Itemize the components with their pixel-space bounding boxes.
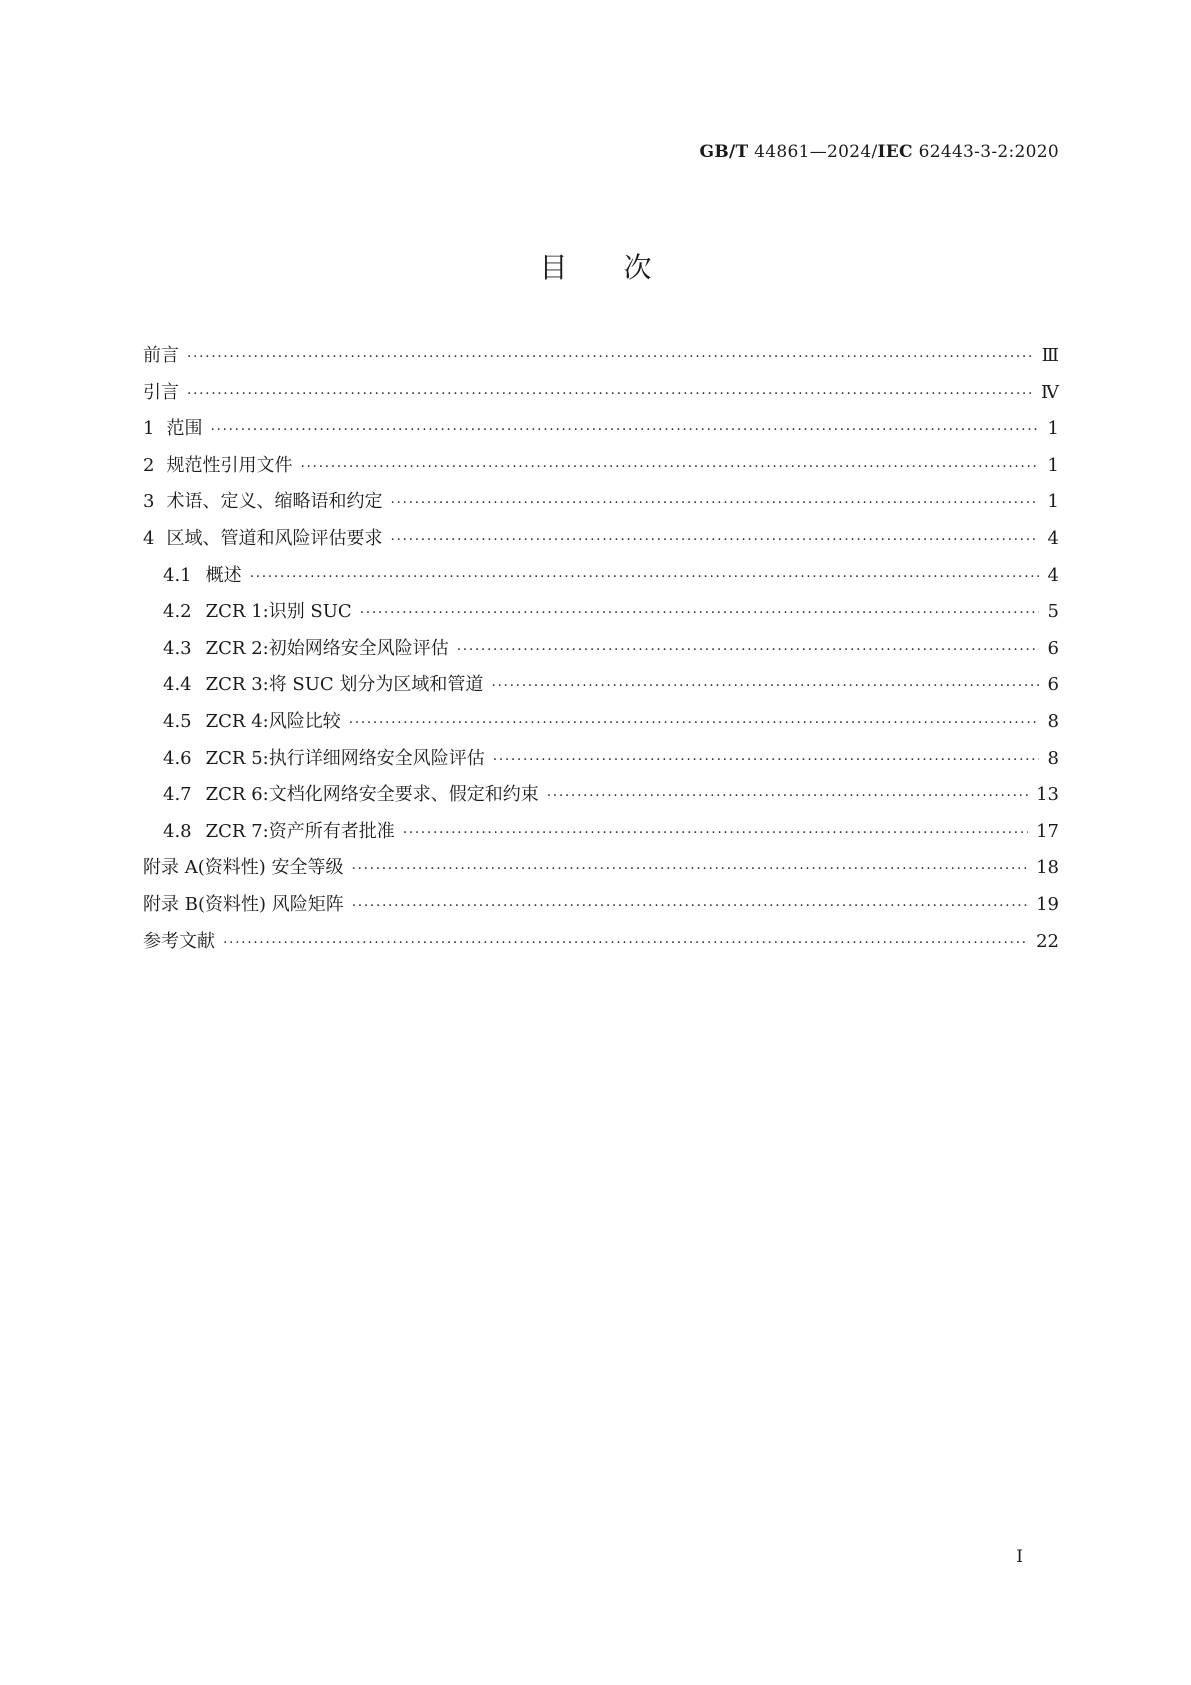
toc-title: 目次 [539, 251, 708, 284]
toc-entry-page: 4 [1047, 527, 1059, 549]
iec-code: IEC [877, 142, 913, 162]
toc-entry-page: 4 [1047, 564, 1059, 586]
toc-entry-page: 13 [1036, 784, 1059, 806]
toc-entry-number: 3 [143, 491, 155, 513]
toc-entry-page: 22 [1036, 930, 1059, 952]
toc-entry[interactable] [143, 597, 1059, 634]
toc-entry-label [143, 927, 215, 953]
toc-entry-text: 概述 [205, 564, 242, 586]
toc-dot-leader [352, 861, 1029, 877]
toc-entry[interactable] [143, 561, 1059, 598]
toc-entry-number: 4.7 [163, 784, 192, 806]
toc-entry-page: 1 [1047, 454, 1059, 476]
toc-entry-label [163, 780, 539, 806]
table-of-contents [143, 341, 1059, 963]
toc-entry[interactable] [143, 378, 1059, 415]
toc-entry-text: 区域、管道和风险评估要求 [166, 527, 383, 549]
toc-entry-page: Ⅳ [1041, 381, 1059, 403]
toc-entry-number: 4.2 [163, 601, 192, 623]
toc-dot-leader [223, 935, 1028, 951]
toc-entry-label [163, 634, 449, 660]
standard-header [700, 142, 1059, 162]
toc-dot-leader [403, 825, 1028, 841]
toc-entry[interactable] [143, 780, 1059, 817]
toc-entry-page: 17 [1036, 820, 1059, 842]
toc-entry-page: 18 [1036, 857, 1059, 879]
toc-dot-leader [210, 422, 1039, 438]
toc-entry[interactable] [143, 853, 1059, 890]
toc-entry[interactable] [143, 817, 1059, 854]
toc-entry[interactable] [143, 670, 1059, 707]
toc-entry-label [143, 890, 344, 916]
toc-entry[interactable] [143, 524, 1059, 561]
standard-code: GB/T [699, 142, 749, 162]
toc-entry-text: ZCR 1:识别 SUC [205, 601, 352, 623]
toc-dot-leader [360, 605, 1039, 621]
toc-entry[interactable] [143, 744, 1059, 781]
toc-dot-leader [349, 715, 1039, 731]
toc-entry[interactable] [143, 634, 1059, 671]
toc-entry-page: 1 [1047, 491, 1059, 513]
toc-entry-number: 4.1 [163, 564, 192, 586]
toc-dot-leader [493, 752, 1039, 768]
toc-entry-page: 6 [1047, 674, 1059, 696]
toc-entry-page: 1 [1047, 418, 1059, 440]
toc-dot-leader [491, 678, 1039, 694]
toc-entry[interactable] [143, 451, 1059, 488]
toc-entry-text: ZCR 7:资产所有者批准 [205, 820, 395, 842]
toc-entry-text: 前言 [143, 345, 179, 366]
toc-entry-number: 1 [143, 418, 155, 440]
toc-entry-text: 附录 A(资料性) 安全等级 [143, 857, 344, 879]
toc-dot-leader [300, 459, 1039, 475]
toc-entry-text: ZCR 4:风险比较 [205, 710, 341, 732]
toc-entry-text: ZCR 2:初始网络安全风险评估 [205, 637, 449, 659]
toc-entry-label [143, 341, 179, 367]
toc-entry-page: Ⅲ [1041, 345, 1059, 366]
toc-entry[interactable] [143, 927, 1059, 964]
toc-entry-page: 6 [1047, 637, 1059, 659]
toc-entry-page: 5 [1047, 601, 1059, 623]
toc-entry-text: ZCR 6:文档化网络安全要求、假定和约束 [205, 784, 539, 806]
toc-entry-label [163, 707, 341, 733]
toc-entry-label [143, 414, 202, 440]
toc-dot-leader [250, 569, 1039, 585]
toc-entry[interactable] [143, 341, 1059, 378]
toc-dot-leader [390, 532, 1039, 548]
toc-entry-label [143, 853, 344, 879]
toc-dot-leader [187, 349, 1034, 365]
toc-entry-text: 范围 [166, 418, 203, 440]
toc-entry-label [163, 817, 395, 843]
toc-entry-text: ZCR 5:执行详细网络安全风险评估 [205, 747, 485, 769]
toc-entry-text: 附录 B(资料性) 风险矩阵 [143, 893, 344, 915]
toc-entry[interactable] [143, 487, 1059, 524]
toc-entry-label [163, 744, 485, 770]
toc-dot-leader [547, 788, 1028, 804]
toc-dot-leader [187, 386, 1033, 402]
toc-entry-number: 4 [143, 527, 155, 549]
toc-entry-label [143, 451, 292, 477]
standard-number: 44861—2024/ [748, 142, 878, 162]
toc-dot-leader [390, 495, 1039, 511]
toc-entry[interactable] [143, 890, 1059, 927]
toc-entry-text: 术语、定义、缩略语和约定 [166, 491, 383, 513]
toc-entry-number: 2 [143, 454, 155, 476]
toc-entry-text: 引言 [143, 381, 179, 403]
toc-entry-text: 参考文献 [143, 930, 215, 952]
toc-entry-number: 4.5 [163, 710, 192, 732]
toc-entry[interactable] [143, 414, 1059, 451]
toc-dot-leader [352, 898, 1028, 914]
toc-entry[interactable] [143, 707, 1059, 744]
toc-entry-number: 4.3 [163, 637, 192, 659]
toc-entry-label [143, 487, 382, 513]
toc-entry-page: 8 [1047, 747, 1059, 769]
toc-entry-page: 8 [1047, 710, 1059, 732]
toc-entry-number: 4.4 [163, 674, 192, 696]
iec-number: 62443-3-2:2020 [912, 142, 1059, 162]
toc-entry-page: 19 [1036, 893, 1059, 915]
toc-entry-number: 4.8 [163, 820, 192, 842]
page-number: I [1016, 1547, 1023, 1567]
toc-dot-leader [457, 642, 1039, 658]
toc-entry-label [143, 524, 382, 550]
toc-entry-label [163, 561, 242, 587]
toc-entry-text: ZCR 3:将 SUC 划分为区域和管道 [205, 674, 484, 696]
toc-entry-text: 规范性引用文件 [166, 454, 293, 476]
toc-entry-label [163, 597, 352, 623]
toc-entry-number: 4.6 [163, 747, 192, 769]
toc-entry-label [163, 670, 483, 696]
toc-entry-label [143, 378, 179, 404]
